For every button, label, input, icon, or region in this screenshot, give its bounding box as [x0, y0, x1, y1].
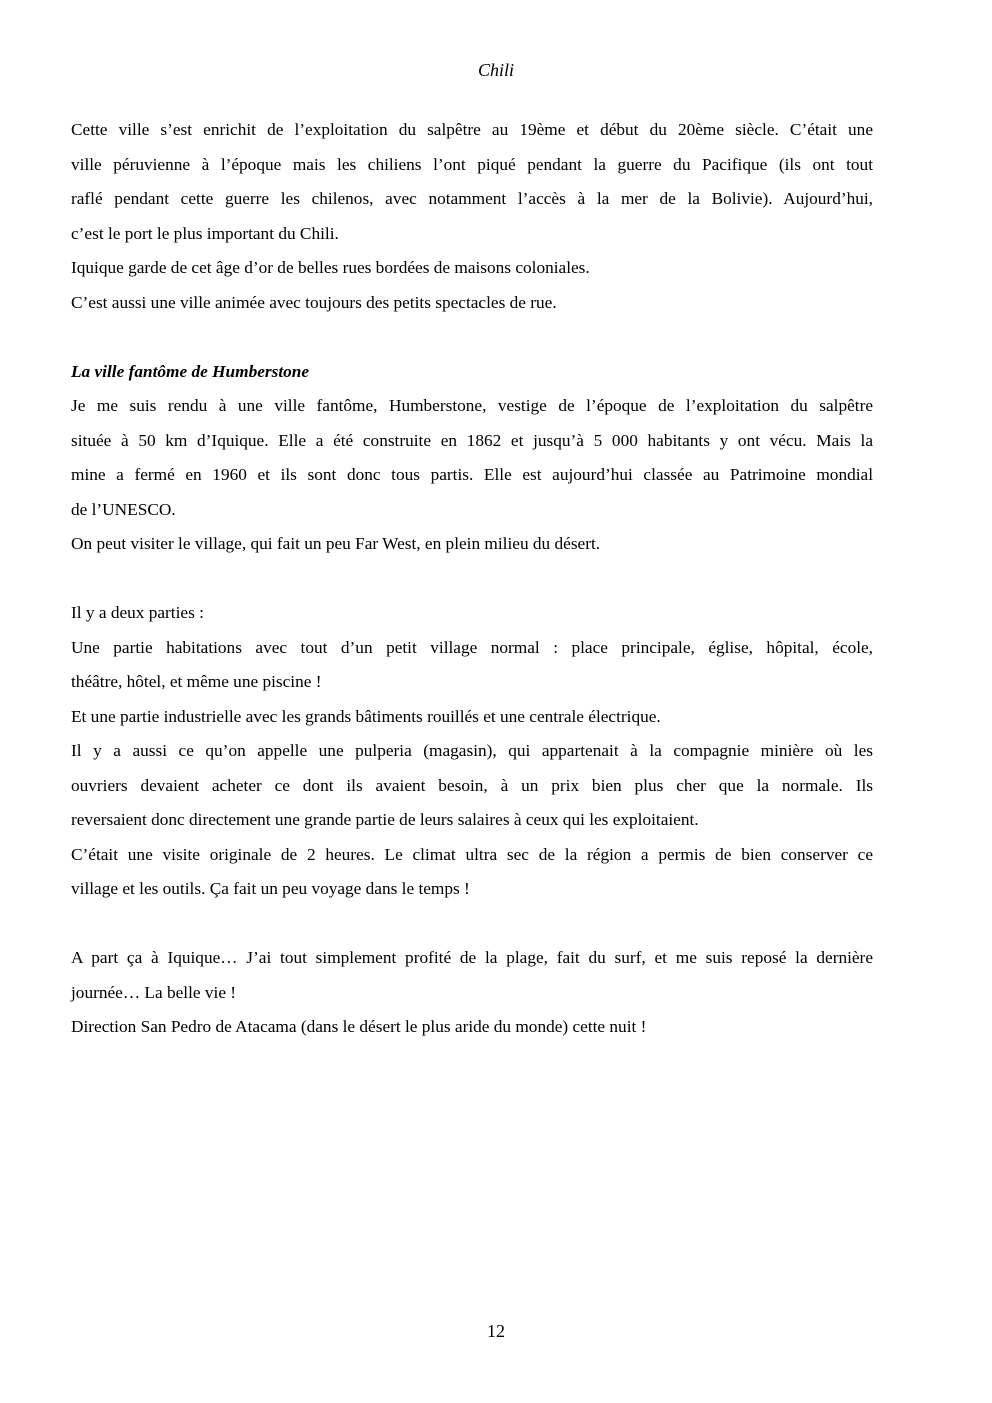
- blank-line: [71, 562, 873, 597]
- text-line: mine a fermé en 1960 et ils sont donc tous partis. Elle est aujourd’hui classée au Patrimoine mondial: [71, 465, 873, 484]
- text-line: On peut visiter le village, qui fait un peu Far West, en plein milieu du désert.: [71, 534, 601, 553]
- text-line: A part ça à Iquique… J’ai tout simplement profité de la plage, fait du surf, et me suis reposé la dernière: [71, 948, 873, 967]
- text-line: Il y a deux parties :: [71, 603, 204, 622]
- text-line: ville péruvienne à l’époque mais les chiliens l’ont piqué pendant la guerre du Pacifique (ils ont tout: [71, 154, 873, 174]
- blank-line: [71, 320, 873, 355]
- text-line: située à 50 km d’Iquique. Elle a été construite en 1862 et jusqu’à 5 000 habitants y ont vécu. Mais la: [71, 430, 873, 450]
- blank-line: [71, 907, 873, 942]
- running-header: Chili: [477, 60, 514, 80]
- text-line: Cette ville s’est enrichit de l’exploitation du salpêtre au 19ème et début du 20ème siècle. C’était une: [71, 120, 873, 139]
- text-line: reversaient donc directement une grande partie de leurs salaires à ceux qui les exploitaient.: [71, 810, 699, 829]
- document-body: [71, 113, 873, 1045]
- text-line: Iquique garde de cet âge d’or de belles rues bordées de maisons coloniales.: [71, 258, 590, 277]
- text-line: raflé pendant cette guerre les chilenos, avec notamment l’accès à la mer de la Bolivie). Aujourd’hui,: [71, 189, 873, 208]
- text-line: Je me suis rendu à une ville fantôme, Humberstone, vestige de l’époque de l’exploitation du salpêtre: [71, 396, 873, 415]
- text-line: théâtre, hôtel, et même une piscine !: [71, 672, 322, 691]
- text-line: Il y a aussi ce qu’on appelle une pulperia (magasin), qui appartenait à la compagnie minière où les: [71, 741, 873, 760]
- text-line: C’est aussi une ville animée avec toujours des petits spectacles de rue.: [71, 292, 557, 312]
- text-line: c’est le port le plus important du Chili.: [71, 223, 339, 243]
- text-line: village et les outils. Ça fait un peu voyage dans le temps !: [71, 879, 470, 898]
- text-line: ouvriers devaient acheter ce dont ils avaient besoin, à un prix bien plus cher que la normale. Ils: [71, 775, 873, 795]
- text-line: Une partie habitations avec tout d’un petit village normal : place principale, église, hôpital, école,: [71, 637, 873, 657]
- text-line: journée… La belle vie !: [71, 982, 237, 1002]
- text-line: de l’UNESCO.: [71, 499, 176, 519]
- section-heading: La ville fantôme de Humberstone: [71, 361, 310, 381]
- text-line: Et une partie industrielle avec les grands bâtiments rouillés et une centrale électrique.: [71, 706, 661, 726]
- text-line: Direction San Pedro de Atacama (dans le désert le plus aride du monde) cette nuit !: [71, 1017, 647, 1036]
- text-line: C’était une visite originale de 2 heures. Le climat ultra sec de la région a permis de bien conserver ce: [71, 844, 873, 864]
- page-number: 12: [487, 1321, 505, 1341]
